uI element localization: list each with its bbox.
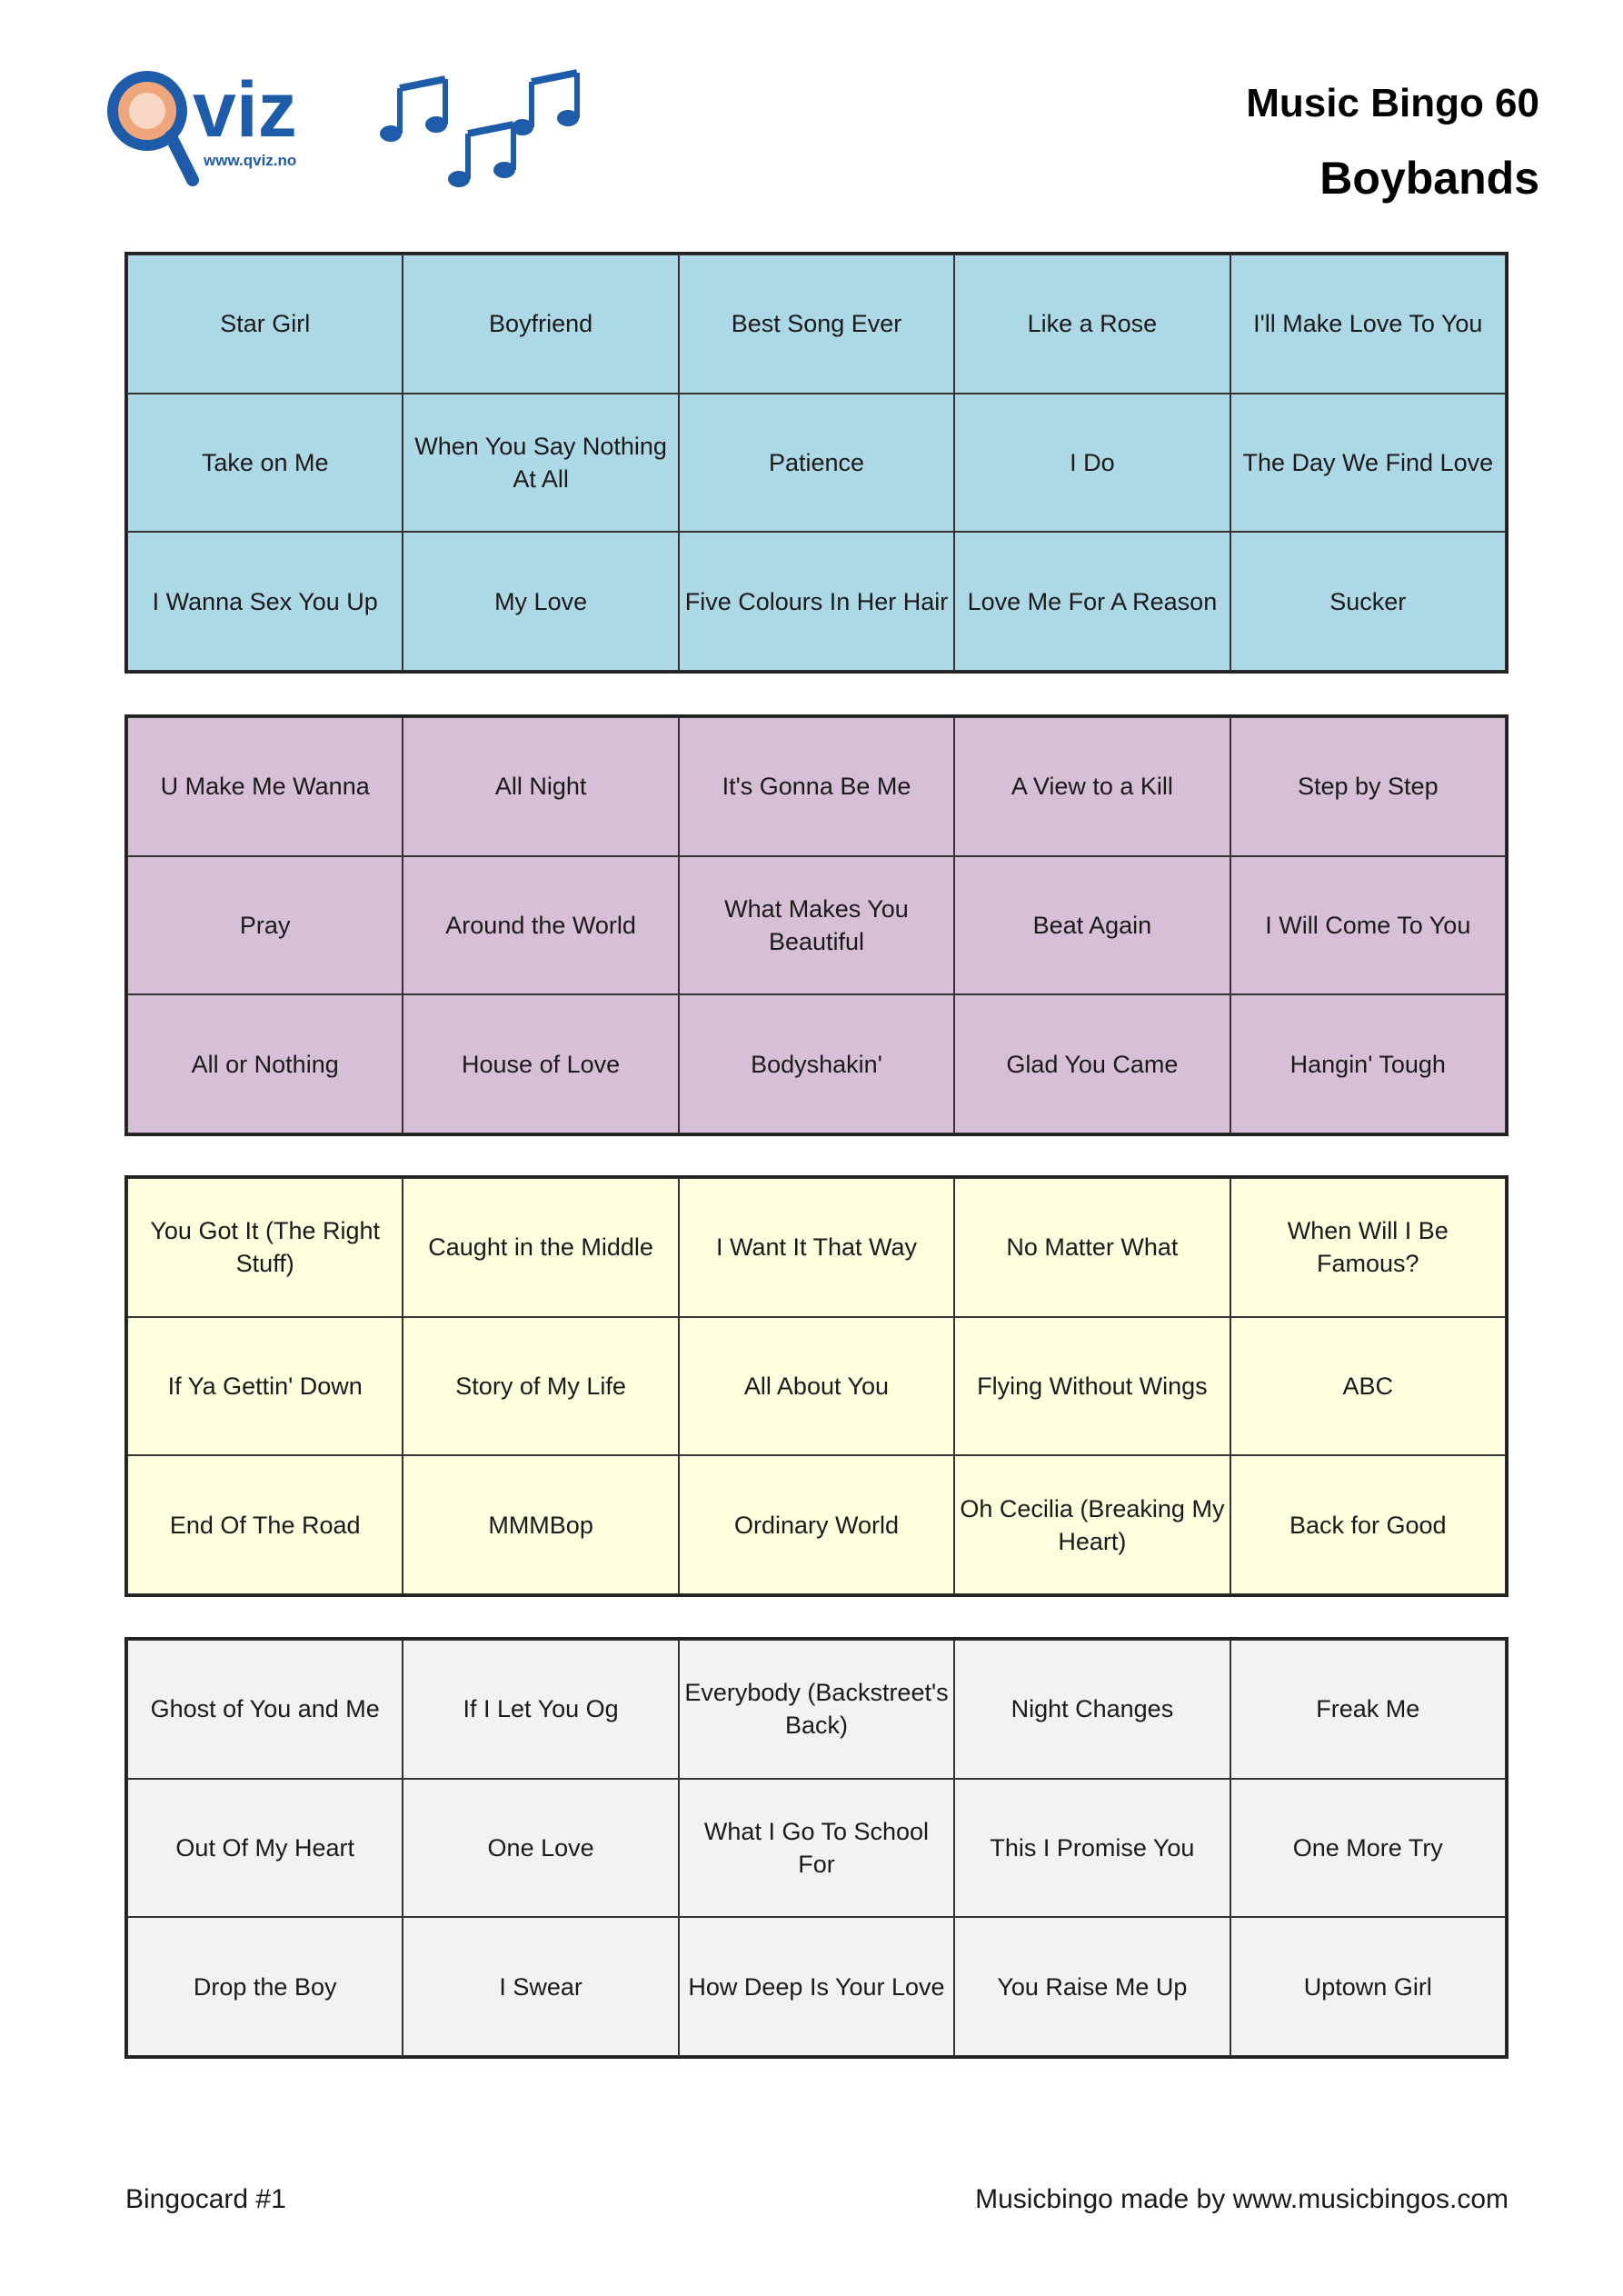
- bingo-cell: I Want It That Way: [679, 1178, 954, 1317]
- bingo-cell: No Matter What: [954, 1178, 1230, 1317]
- bingo-cell: If Ya Gettin' Down: [127, 1317, 403, 1456]
- bingo-cell: One More Try: [1230, 1779, 1506, 1918]
- bingo-card-4: [124, 1637, 1508, 2059]
- bingo-cell: Take on Me: [127, 394, 403, 533]
- bingo-cell: You Raise Me Up: [954, 1917, 1230, 2056]
- bingo-cell: All Night: [403, 717, 678, 856]
- bingo-cell: All About You: [679, 1317, 954, 1456]
- bingo-cell: Sucker: [1230, 532, 1506, 671]
- music-note-icon: [380, 73, 579, 187]
- bingo-cell: Night Changes: [954, 1640, 1230, 1779]
- bingo-cell: Five Colours In Her Hair: [679, 532, 954, 671]
- bingo-cell: A View to a Kill: [954, 717, 1230, 856]
- bingo-cell: One Love: [403, 1779, 678, 1918]
- bingo-cell: Around the World: [403, 856, 678, 995]
- bingo-cell: End Of The Road: [127, 1455, 403, 1594]
- bingo-card-2: [124, 714, 1508, 1136]
- bingo-title: Boybands: [1319, 153, 1539, 204]
- bingo-cell: Uptown Girl: [1230, 1917, 1506, 2056]
- bingo-cell: It's Gonna Be Me: [679, 717, 954, 856]
- qviz-logo: [102, 64, 611, 200]
- qviz-logo-graphic: [102, 64, 611, 200]
- bingo-cell: MMMBop: [403, 1455, 678, 1594]
- search-icon: [113, 76, 193, 180]
- bingo-cell: House of Love: [403, 994, 678, 1133]
- bingo-cell: My Love: [403, 532, 678, 671]
- bingo-cell: U Make Me Wanna: [127, 717, 403, 856]
- bingo-cell: I Will Come To You: [1230, 856, 1506, 995]
- bingo-cell: I'll Make Love To You: [1230, 255, 1506, 394]
- bingo-cell: Love Me For A Reason: [954, 532, 1230, 671]
- bingo-cell: Story of My Life: [403, 1317, 678, 1456]
- bingo-cell: Step by Step: [1230, 717, 1506, 856]
- bingo-cell: You Got It (The Right Stuff): [127, 1178, 403, 1317]
- bingo-cell: I Swear: [403, 1917, 678, 2056]
- bingo-cell: Back for Good: [1230, 1455, 1506, 1594]
- bingo-cell: Star Girl: [127, 255, 403, 394]
- bingo-card-3: [124, 1175, 1508, 1597]
- bingo-cell: Freak Me: [1230, 1640, 1506, 1779]
- bingo-cell: The Day We Find Love: [1230, 394, 1506, 533]
- bingo-cell: I Wanna Sex You Up: [127, 532, 403, 671]
- bingo-cell: Best Song Ever: [679, 255, 954, 394]
- bingo-cell: Patience: [679, 394, 954, 533]
- bingo-cell: Pray: [127, 856, 403, 995]
- bingo-cell: This I Promise You: [954, 1779, 1230, 1918]
- bingo-cell: When Will I Be Famous?: [1230, 1178, 1506, 1317]
- bingo-cell: What I Go To School For: [679, 1779, 954, 1918]
- bingo-cell: Oh Cecilia (Breaking My Heart): [954, 1455, 1230, 1594]
- bingo-cell: Out Of My Heart: [127, 1779, 403, 1918]
- bingo-subtitle: Music Bingo 60: [1246, 81, 1539, 125]
- bingo-card-1: [124, 252, 1508, 674]
- bingo-cell: How Deep Is Your Love: [679, 1917, 954, 2056]
- footer-credit: Musicbingo made by www.musicbingos.com: [975, 2184, 1508, 2214]
- bingo-cell: All or Nothing: [127, 994, 403, 1133]
- bingo-cell: Hangin' Tough: [1230, 994, 1506, 1133]
- logo-url: www.qviz.no: [204, 152, 297, 169]
- bingo-cell: Glad You Came: [954, 994, 1230, 1133]
- bingo-cell: Caught in the Middle: [403, 1178, 678, 1317]
- bingo-cell: Like a Rose: [954, 255, 1230, 394]
- bingo-cell: Beat Again: [954, 856, 1230, 995]
- bingo-cell: Bodyshakin': [679, 994, 954, 1133]
- bingo-cell: Drop the Boy: [127, 1917, 403, 2056]
- bingo-cell: Ordinary World: [679, 1455, 954, 1594]
- bingo-cell: If I Let You Og: [403, 1640, 678, 1779]
- bingo-cell: ABC: [1230, 1317, 1506, 1456]
- bingo-cell: Flying Without Wings: [954, 1317, 1230, 1456]
- bingocard-number: Bingocard #1: [125, 2184, 286, 2214]
- bingo-cell: Everybody (Backstreet's Back): [679, 1640, 954, 1779]
- bingo-cell: What Makes You Beautiful: [679, 856, 954, 995]
- header: [1246, 80, 1539, 205]
- bingo-cell: Boyfriend: [403, 255, 678, 394]
- bingo-cell: When You Say Nothing At All: [403, 394, 678, 533]
- logo-wordmark: viz: [193, 66, 297, 154]
- bingo-cell: Ghost of You and Me: [127, 1640, 403, 1779]
- bingo-cell: I Do: [954, 394, 1230, 533]
